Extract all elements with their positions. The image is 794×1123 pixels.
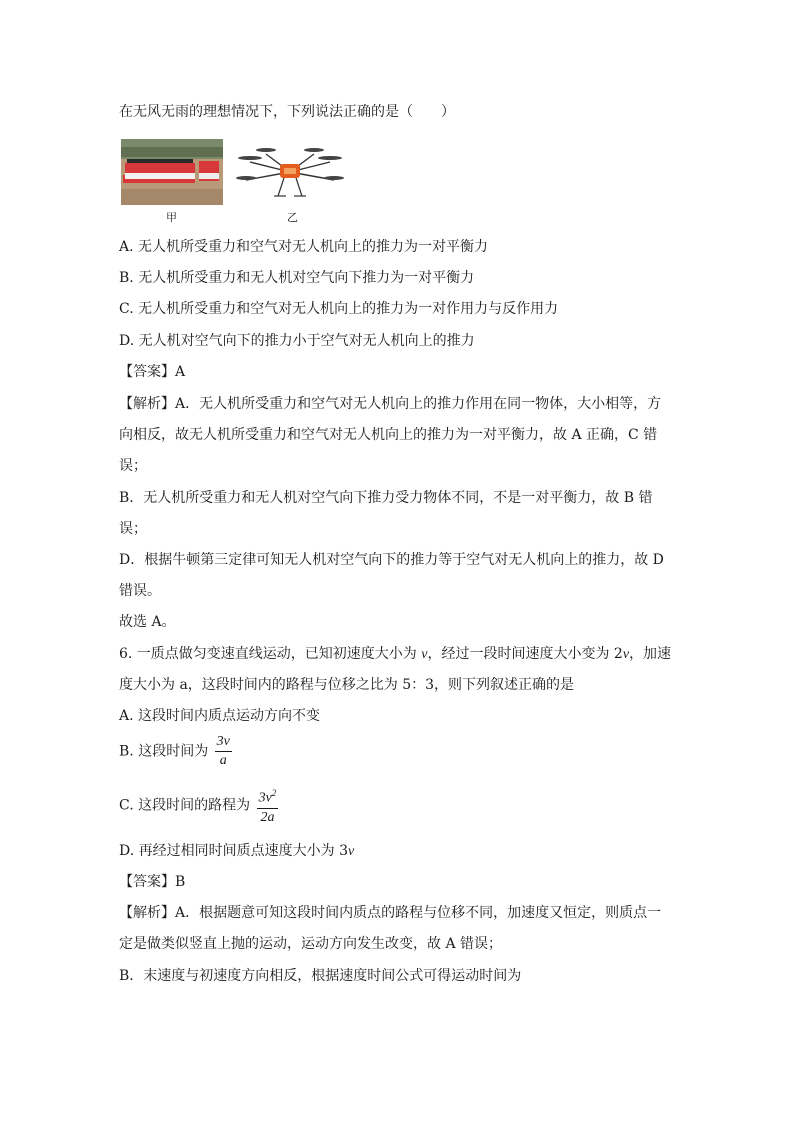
q6-option-a: A. 这段时间内质点运动方向不变 xyxy=(119,708,321,724)
q5-analysis-line-6: D．根据牛顿第三定律可知无人机对空气向下的推力等于空气对无人机向上的推力，故 D xyxy=(119,552,664,568)
q5-answer: 【答案】A xyxy=(119,364,186,380)
q6-analysis-line-1: 【解析】A．根据题意可知这段时间内质点的路程与位移不同，加速度又恒定，则质点一 xyxy=(119,905,662,921)
q5-analysis-line-3: 误； xyxy=(119,458,147,474)
q6-stem-v: v xyxy=(421,647,428,662)
q5-analysis-line-5: 误； xyxy=(119,521,147,537)
q6-stem-part-a: 6. 一质点做匀变速直线运动，已知初速度大小为 xyxy=(119,646,422,662)
figure-label-jia: 甲 xyxy=(166,211,177,224)
fraction-numerator-base: 3v xyxy=(258,790,272,806)
q6-option-d-text: D. 再经过相同时间质点速度大小为 3 xyxy=(119,843,348,859)
fraction-numerator: 3v xyxy=(215,733,232,752)
q6-option-c xyxy=(119,784,278,827)
q6-stem-part-b: ，经过一段时间速度大小变为 2 xyxy=(427,646,623,662)
drone-illustration xyxy=(236,142,344,204)
q6-stem-part-c: ，加速 xyxy=(629,646,672,662)
fraction-denominator: a xyxy=(219,753,227,768)
q6-answer: 【答案】B xyxy=(119,874,186,890)
q5-option-d: D. 无人机对空气向下的推力小于空气对无人机向上的推力 xyxy=(119,333,475,349)
parade-photo xyxy=(121,139,223,205)
fraction-numerator xyxy=(257,784,279,809)
q5-analysis-line-4: B．无人机所受重力和无人机对空气向下推力受力物体不同，不是一对平衡力，故 B 错 xyxy=(119,490,653,506)
q6-option-c-text: C. 这段时间的路程为 xyxy=(119,797,251,814)
q6-analysis-line-3: B．末速度与初速度方向相反，根据速度时间公式可得运动时间为 xyxy=(119,968,522,984)
q6-analysis-line-2: 定是做类似竖直上抛的运动，运动方向发生改变，故 A 错误； xyxy=(119,936,503,952)
q6-option-b xyxy=(119,733,232,770)
q5-analysis-line-2: 向相反，故无人机所受重力和空气对无人机向上的推力为一对平衡力，故 A 正确，C 错 xyxy=(119,427,658,443)
q5-option-c: C. 无人机所受重力和空气对无人机向上的推力为一对作用力与反作用力 xyxy=(119,301,559,317)
question-5-stem: 在无风无雨的理想情况下，下列说法正确的是（ ） xyxy=(119,104,455,120)
fraction-denominator: 2a xyxy=(260,809,275,825)
q5-analysis-line-8: 故选 A。 xyxy=(119,614,176,630)
q6-option-d xyxy=(119,841,354,862)
q6-stem-v2: v xyxy=(622,647,630,662)
q6-option-d-v: v xyxy=(347,844,355,859)
question-6-stem-line-2: 度大小为 a，这段时间内的路程与位移之比为 5：3，则下列叙述正确的是 xyxy=(119,677,575,693)
q6-option-b-fraction xyxy=(215,733,232,770)
figure-label-yi: 乙 xyxy=(287,211,298,224)
q5-option-b: B. 无人机所受重力和无人机对空气向下推力为一对平衡力 xyxy=(119,270,475,286)
q6-option-b-text: B. 这段时间为 xyxy=(119,743,209,760)
q5-analysis-line-1: 【解析】A．无人机所受重力和空气对无人机向上的推力作用在同一物体，大小相等，方 xyxy=(119,396,662,412)
q5-analysis-line-7: 错误。 xyxy=(119,583,161,599)
q6-option-c-fraction xyxy=(257,784,279,827)
q5-option-a: A. 无人机所受重力和空气对无人机向上的推力为一对平衡力 xyxy=(119,239,489,255)
question-6-stem-line-1 xyxy=(119,644,671,665)
fraction-numerator-exponent: 2 xyxy=(271,788,277,798)
